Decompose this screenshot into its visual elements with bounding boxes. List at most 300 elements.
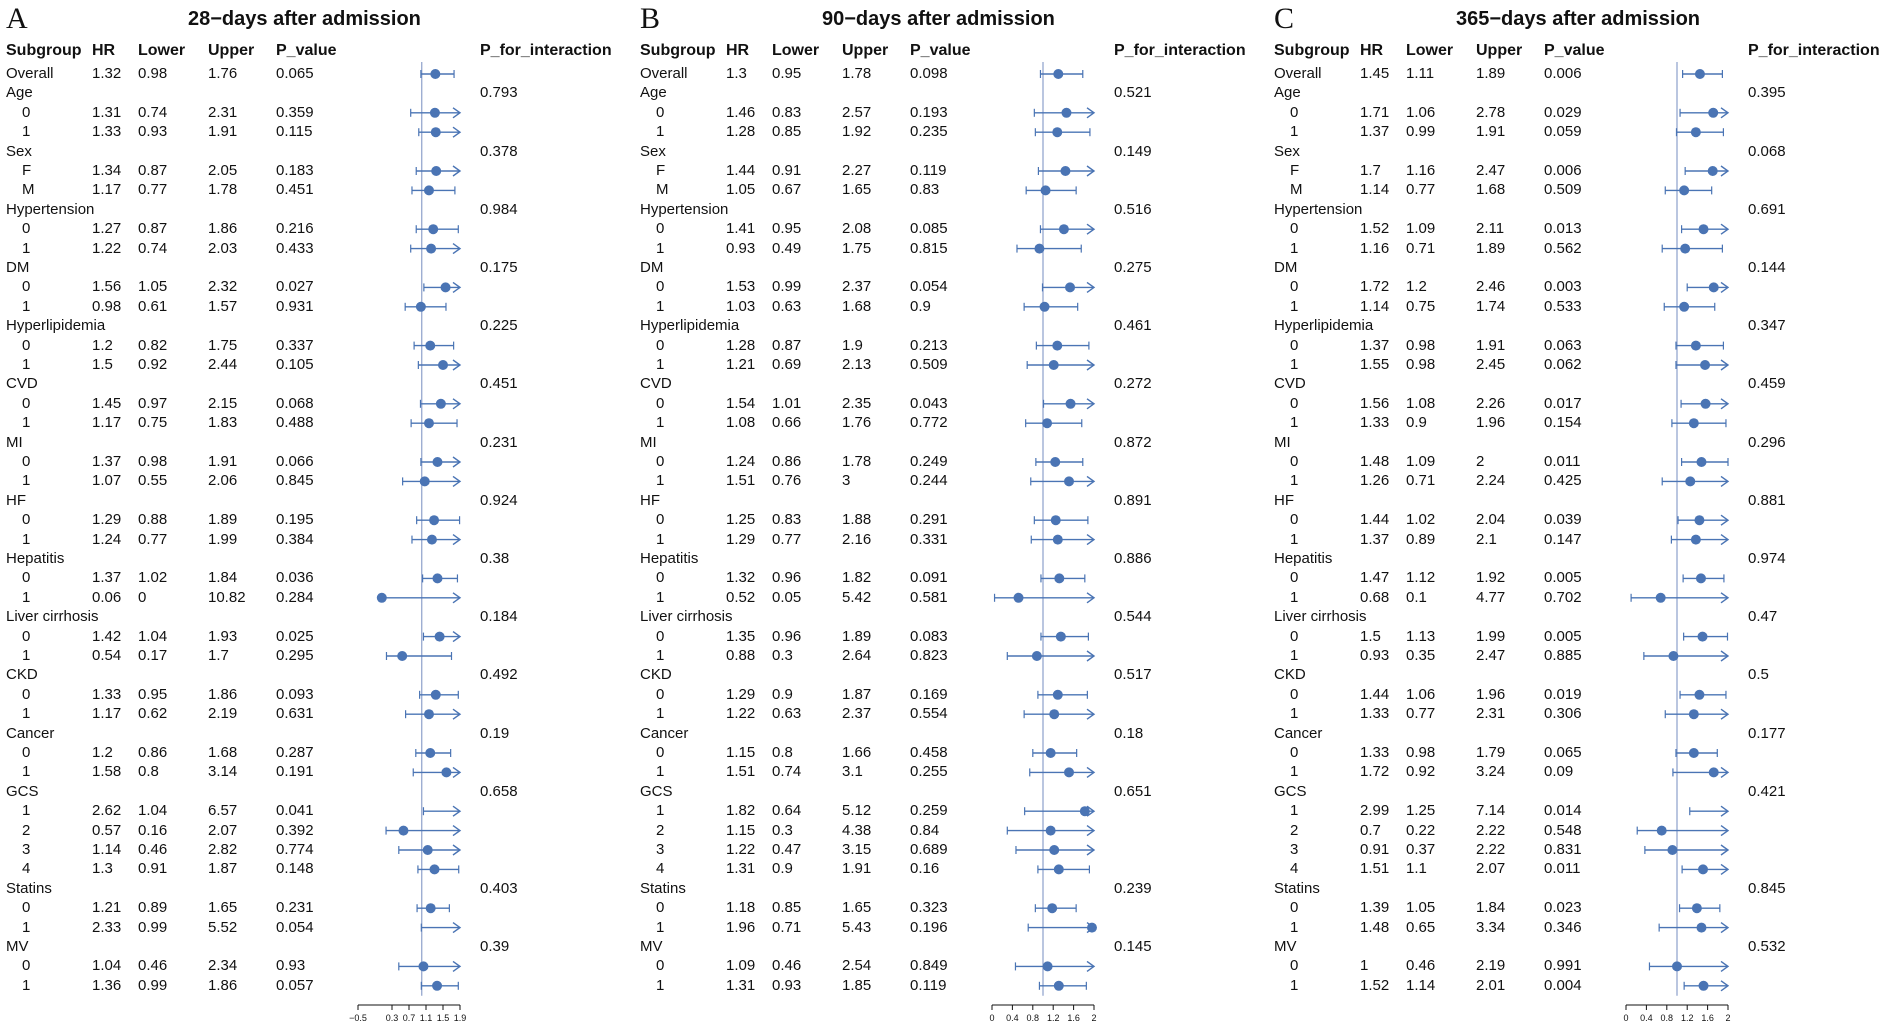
- header-lower: Lower: [1406, 42, 1454, 59]
- row-label: 0: [1290, 453, 1299, 470]
- row-label: 0: [22, 278, 31, 296]
- row-label: 0: [656, 103, 665, 121]
- lower-value: 0.98: [138, 453, 168, 470]
- lower-value: 0.8: [772, 744, 793, 761]
- row-label: 0: [656, 278, 665, 296]
- upper-value: 2: [1476, 453, 1485, 470]
- hr-point: [1064, 476, 1074, 486]
- hr-value: 1.39: [1360, 899, 1390, 917]
- hr-point: [420, 476, 430, 486]
- hr-value: 1.54: [726, 394, 756, 412]
- row-label: 0: [656, 627, 665, 645]
- upper-value: 1.92: [1476, 569, 1506, 587]
- hr-point: [1064, 767, 1074, 777]
- header-p-value: P_value: [1544, 42, 1605, 59]
- row-label: 0: [22, 220, 31, 238]
- hr-value: 1.52: [1360, 220, 1390, 238]
- hr-point: [1692, 903, 1702, 913]
- x-tick-label: 1.6: [1067, 1013, 1080, 1023]
- upper-value: 1.89: [208, 511, 238, 529]
- lower-value: 0.98: [1406, 336, 1436, 354]
- upper-value: 2.31: [1476, 705, 1506, 723]
- p-value: 0.083: [910, 627, 948, 645]
- row-label: 0: [656, 394, 665, 412]
- p-interaction-value: 0.38: [480, 550, 510, 567]
- p-interaction-value: 0.461: [1114, 317, 1152, 335]
- lower-value: 0.93: [138, 123, 168, 141]
- p-value: 0.991: [1544, 957, 1582, 975]
- lower-value: 0.96: [772, 569, 802, 587]
- hr-point: [1061, 108, 1071, 118]
- row-label: 1: [1290, 123, 1299, 141]
- row-label: Statins: [6, 879, 52, 897]
- hr-value: 1.37: [1360, 530, 1390, 548]
- row-label: 0: [656, 336, 665, 354]
- lower-value: 0.66: [772, 414, 802, 432]
- p-value: 0.003: [1544, 278, 1582, 296]
- lower-value: 1.04: [138, 802, 168, 820]
- row-label: 3: [22, 841, 31, 858]
- x-tick-label: 0.3: [385, 1013, 399, 1023]
- p-interaction-value: 0.891: [1114, 491, 1152, 509]
- row-label: MV: [1274, 938, 1297, 955]
- hr-value: 1.03: [726, 297, 756, 315]
- hr-point: [1689, 418, 1699, 428]
- header-p-for-interaction: P_for_interaction: [1748, 42, 1880, 59]
- hr-value: 1.08: [726, 414, 756, 432]
- hr-point: [1014, 593, 1024, 603]
- x-tick-label: 2: [1091, 1013, 1097, 1023]
- row-label: 1: [656, 802, 665, 820]
- hr-value: 1.58: [92, 763, 122, 781]
- row-label: 1: [1290, 763, 1299, 781]
- row-label: Statins: [640, 879, 686, 897]
- lower-value: 0.87: [138, 162, 168, 179]
- row-label: Liver cirrhosis: [6, 608, 99, 626]
- p-interaction-value: 0.184: [480, 608, 518, 626]
- hr-point: [424, 418, 434, 428]
- p-interaction-value: 0.145: [1114, 938, 1152, 955]
- hr-value: 1.3: [726, 65, 747, 82]
- p-value: 0.93: [276, 957, 306, 975]
- header-hr: HR: [1360, 42, 1384, 59]
- upper-value: 3.15: [842, 841, 872, 858]
- hr-value: 1.22: [726, 841, 756, 858]
- hr-point: [1054, 981, 1064, 991]
- p-interaction-value: 0.451: [480, 375, 518, 393]
- p-value: 0.054: [910, 278, 948, 296]
- p-interaction-value: 0.872: [1114, 433, 1152, 451]
- row-label: F: [656, 162, 666, 179]
- hr-point: [1679, 185, 1689, 195]
- row-label: Sex: [640, 142, 666, 160]
- lower-value: 0.9: [772, 860, 793, 878]
- hr-value: 1.21: [726, 356, 756, 373]
- upper-value: 4.38: [842, 821, 872, 839]
- p-interaction-value: 0.175: [480, 259, 518, 276]
- row-label: 4: [1290, 860, 1299, 878]
- hr-point: [1708, 108, 1718, 118]
- hr-point: [435, 632, 445, 642]
- hr-point: [426, 244, 436, 254]
- upper-value: 6.57: [208, 802, 238, 820]
- hr-point: [1053, 69, 1063, 79]
- row-label: MV: [640, 938, 663, 955]
- row-label: DM: [6, 259, 30, 276]
- panel-title: 365−days after admission: [1456, 8, 1701, 30]
- lower-value: 0.85: [772, 123, 802, 141]
- lower-value: 0.37: [1406, 841, 1436, 858]
- header-p-value: P_value: [276, 42, 337, 59]
- row-label: Hyperlipidemia: [640, 317, 740, 335]
- upper-value: 1.68: [842, 297, 872, 315]
- hr-value: 1.33: [92, 123, 122, 141]
- p-interaction-value: 0.521: [1114, 84, 1152, 102]
- p-value: 0.043: [910, 394, 948, 412]
- p-value: 0.331: [910, 530, 948, 548]
- row-label: 1: [656, 356, 665, 373]
- hr-value: 1.27: [92, 220, 122, 238]
- p-value: 0.235: [910, 123, 948, 141]
- p-value: 0.488: [276, 414, 314, 432]
- upper-value: 2.27: [842, 162, 872, 179]
- lower-value: 0.95: [772, 65, 802, 82]
- lower-value: 0.1: [1406, 588, 1427, 606]
- row-label: CKD: [6, 666, 38, 684]
- row-label: CVD: [6, 375, 38, 393]
- upper-value: 2.78: [1476, 103, 1506, 121]
- p-value: 0.287: [276, 744, 314, 761]
- row-label: 1: [1290, 802, 1299, 820]
- hr-value: 0.52: [726, 588, 756, 606]
- hr-value: 1.51: [726, 763, 756, 781]
- row-label: Age: [640, 84, 667, 102]
- hr-point: [1042, 418, 1052, 428]
- lower-value: 1.16: [1406, 162, 1436, 179]
- upper-value: 2.47: [1476, 162, 1506, 179]
- header-lower: Lower: [138, 42, 186, 59]
- hr-point: [1689, 709, 1699, 719]
- lower-value: 0.71: [1406, 472, 1436, 490]
- upper-value: 2.64: [842, 647, 872, 664]
- upper-value: 1.86: [208, 685, 238, 703]
- p-value: 0.823: [910, 647, 948, 664]
- hr-value: 1.16: [1360, 239, 1390, 257]
- row-label: HF: [1274, 491, 1294, 509]
- row-label: Overall: [640, 65, 688, 82]
- header-subgroup: Subgroup: [1274, 42, 1350, 59]
- row-label: 0: [656, 957, 665, 975]
- row-label: 0: [656, 569, 665, 587]
- p-value: 0.193: [910, 103, 948, 121]
- hr-value: 0.98: [92, 297, 122, 315]
- lower-value: 0.86: [138, 744, 168, 761]
- hr-point: [1698, 864, 1708, 874]
- row-label: GCS: [1274, 782, 1307, 800]
- upper-value: 1.84: [208, 569, 238, 587]
- upper-value: 5.42: [842, 588, 872, 606]
- p-value: 0.433: [276, 239, 314, 257]
- lower-value: 0.89: [1406, 530, 1436, 548]
- lower-value: 0.91: [772, 162, 802, 179]
- hr-value: 0.68: [1360, 588, 1390, 606]
- lower-value: 0.87: [772, 336, 802, 354]
- lower-value: 1.25: [1406, 802, 1436, 820]
- row-label: 4: [22, 860, 31, 878]
- hr-value: 1.28: [726, 336, 756, 354]
- upper-value: 2.32: [208, 278, 238, 296]
- upper-value: 2.26: [1476, 394, 1506, 412]
- hr-value: 0.7: [1360, 821, 1381, 839]
- lower-value: 1.06: [1406, 685, 1436, 703]
- lower-value: 0.62: [138, 705, 168, 723]
- upper-value: 1.75: [208, 336, 238, 354]
- p-value: 0.09: [1544, 763, 1574, 781]
- hr-value: 1.45: [92, 394, 122, 412]
- upper-value: 2.03: [208, 239, 238, 257]
- p-value: 0.093: [276, 685, 314, 703]
- upper-value: 2.35: [842, 394, 872, 412]
- hr-value: 0.91: [1360, 841, 1390, 858]
- p-value: 0.027: [276, 278, 314, 296]
- hr-value: 1.2: [92, 744, 113, 761]
- upper-value: 1.91: [208, 453, 238, 470]
- hr-point: [1087, 923, 1097, 933]
- forest-panel-c: [1268, 0, 1902, 1025]
- p-value: 0.885: [1544, 647, 1582, 664]
- lower-value: 1.06: [1406, 103, 1436, 121]
- p-interaction-value: 0.5: [1748, 666, 1769, 684]
- lower-value: 0.46: [1406, 957, 1436, 975]
- upper-value: 1.82: [842, 569, 872, 587]
- row-label: F: [1290, 162, 1300, 179]
- row-label: 1: [1290, 705, 1299, 723]
- p-value: 0.054: [276, 918, 314, 936]
- row-label: 1: [22, 356, 31, 373]
- p-value: 0.191: [276, 763, 314, 781]
- lower-value: 0.17: [138, 647, 168, 664]
- x-tick-label: 0.4: [1640, 1013, 1653, 1023]
- hr-point: [1700, 360, 1710, 370]
- x-tick-label: 2: [1725, 1013, 1731, 1023]
- hr-value: 2.62: [92, 802, 122, 820]
- hr-point: [431, 690, 441, 700]
- hr-point: [1054, 864, 1064, 874]
- p-value: 0.384: [276, 530, 314, 548]
- upper-value: 2.24: [1476, 472, 1506, 490]
- hr-value: 1.21: [92, 899, 122, 917]
- row-label: 1: [22, 705, 31, 723]
- row-label: 0: [22, 453, 31, 470]
- row-label: 0: [656, 453, 665, 470]
- header-upper: Upper: [208, 42, 255, 59]
- upper-value: 2.04: [1476, 511, 1506, 529]
- row-label: 0: [22, 744, 31, 761]
- row-label: Hypertension: [1274, 200, 1363, 218]
- hr-value: 1.14: [1360, 181, 1390, 199]
- lower-value: 0.93: [772, 976, 802, 994]
- row-label: 0: [22, 569, 31, 587]
- upper-value: 1.74: [1476, 297, 1506, 315]
- hr-value: 1.44: [1360, 685, 1390, 703]
- upper-value: 2.22: [1476, 821, 1506, 839]
- p-value: 0.115: [276, 123, 313, 141]
- row-label: 0: [1290, 511, 1299, 529]
- upper-value: 1.96: [1476, 414, 1506, 432]
- upper-value: 2.22: [1476, 841, 1506, 858]
- row-label: 0: [1290, 569, 1299, 587]
- hr-point: [425, 341, 435, 351]
- row-label: MV: [6, 938, 29, 955]
- p-value: 0.815: [910, 239, 948, 257]
- lower-value: 1.14: [1406, 976, 1436, 994]
- lower-value: 0.85: [772, 899, 802, 917]
- p-value: 0.259: [910, 802, 948, 820]
- hr-point: [1696, 573, 1706, 583]
- p-value: 0.323: [910, 899, 948, 917]
- p-value: 0.091: [910, 569, 948, 587]
- hr-value: 1.56: [1360, 394, 1390, 412]
- hr-point: [1047, 903, 1057, 913]
- hr-value: 1.41: [726, 220, 756, 238]
- lower-value: 0.98: [1406, 356, 1436, 373]
- p-value: 0.337: [276, 336, 314, 354]
- hr-point: [430, 69, 440, 79]
- upper-value: 2.16: [842, 530, 872, 548]
- p-interaction-value: 0.881: [1748, 491, 1786, 509]
- hr-value: 1.18: [726, 899, 756, 917]
- lower-value: 0.71: [1406, 239, 1436, 257]
- p-value: 0.562: [1544, 239, 1582, 257]
- hr-point: [1051, 515, 1061, 525]
- row-label: 1: [656, 588, 665, 606]
- lower-value: 0.77: [772, 530, 802, 548]
- hr-point: [432, 457, 442, 467]
- upper-value: 1.86: [208, 220, 238, 238]
- lower-value: 0.69: [772, 356, 802, 373]
- p-value: 0.183: [276, 162, 314, 179]
- hr-point: [398, 826, 408, 836]
- p-value: 0.213: [910, 336, 948, 354]
- row-label: 0: [656, 511, 665, 529]
- hr-value: 1.45: [1360, 65, 1390, 82]
- row-label: 1: [22, 976, 31, 994]
- row-label: 1: [656, 705, 665, 723]
- hr-point: [416, 302, 426, 312]
- p-value: 0.004: [1544, 976, 1582, 994]
- hr-point: [1060, 166, 1070, 176]
- x-tick-label: 0.8: [1660, 1013, 1674, 1023]
- row-label: 1: [22, 802, 31, 820]
- row-label: 0: [22, 336, 31, 354]
- hr-value: 1.14: [1360, 297, 1390, 315]
- p-value: 0.065: [1544, 744, 1582, 761]
- hr-value: 1.31: [92, 103, 122, 121]
- header-upper: Upper: [1476, 42, 1523, 59]
- row-label: 1: [1290, 472, 1299, 490]
- upper-value: 2.05: [208, 162, 238, 179]
- lower-value: 1.01: [772, 394, 802, 412]
- hr-value: 1.7: [1360, 162, 1381, 179]
- lower-value: 0.97: [138, 394, 168, 412]
- upper-value: 1.86: [208, 976, 238, 994]
- p-value: 0.845: [276, 472, 314, 490]
- row-label: Age: [6, 84, 33, 102]
- upper-value: 2.31: [208, 103, 238, 121]
- row-label: 1: [22, 588, 31, 606]
- lower-value: 0.3: [772, 821, 793, 839]
- hr-value: 1.26: [1360, 472, 1390, 490]
- lower-value: 1.09: [1406, 220, 1436, 238]
- hr-point: [1046, 826, 1056, 836]
- hr-point: [1691, 341, 1701, 351]
- lower-value: 1.08: [1406, 394, 1436, 412]
- lower-value: 0.46: [138, 957, 168, 975]
- upper-value: 5.12: [842, 802, 872, 820]
- p-interaction-value: 0.492: [480, 666, 518, 684]
- p-value: 0.063: [1544, 336, 1582, 354]
- row-label: Sex: [6, 142, 32, 160]
- lower-value: 0.99: [772, 278, 802, 296]
- p-value: 0.451: [276, 181, 314, 199]
- upper-value: 1.92: [842, 123, 872, 141]
- panel-title: 28−days after admission: [188, 8, 421, 30]
- hr-value: 1.52: [1360, 976, 1390, 994]
- hr-point: [1049, 360, 1059, 370]
- p-value: 0.9: [910, 297, 931, 315]
- row-label: 0: [1290, 685, 1299, 703]
- row-label: 0: [1290, 627, 1299, 645]
- p-interaction-value: 0.532: [1748, 938, 1786, 955]
- lower-value: 0.75: [1406, 297, 1436, 315]
- upper-value: 1.65: [842, 899, 872, 917]
- hr-point: [1056, 632, 1066, 642]
- row-label: 1: [1290, 918, 1299, 936]
- hr-point: [431, 127, 441, 137]
- row-label: 0: [1290, 957, 1299, 975]
- lower-value: 0.65: [1406, 918, 1436, 936]
- x-tick-label: 1.9: [453, 1013, 467, 1023]
- p-interaction-value: 0.149: [1114, 142, 1152, 160]
- upper-value: 1.7: [208, 647, 229, 664]
- row-label: 1: [22, 123, 31, 141]
- hr-point: [1691, 535, 1701, 545]
- row-label: GCS: [640, 782, 673, 800]
- p-interaction-value: 0.793: [480, 84, 518, 102]
- row-label: Hepatitis: [640, 550, 699, 567]
- row-label: 1: [656, 976, 665, 994]
- upper-value: 1.93: [208, 627, 238, 645]
- lower-value: 1.05: [1406, 899, 1436, 917]
- hr-point: [441, 767, 451, 777]
- hr-point: [1040, 302, 1050, 312]
- p-value: 0.195: [276, 511, 314, 529]
- p-value: 0.772: [910, 414, 948, 432]
- hr-point: [1065, 282, 1075, 292]
- p-value: 0.509: [910, 356, 948, 373]
- lower-value: 0.55: [138, 472, 168, 490]
- p-value: 0.533: [1544, 297, 1582, 315]
- hr-point: [1052, 341, 1062, 351]
- row-label: Liver cirrhosis: [640, 608, 733, 626]
- upper-value: 1.78: [208, 181, 238, 199]
- hr-point: [1080, 806, 1090, 816]
- row-label: Cancer: [1274, 724, 1323, 742]
- hr-value: 1.5: [92, 356, 113, 373]
- row-label: 1: [22, 239, 31, 257]
- lower-value: 0.63: [772, 705, 802, 723]
- hr-value: 1.47: [1360, 569, 1390, 587]
